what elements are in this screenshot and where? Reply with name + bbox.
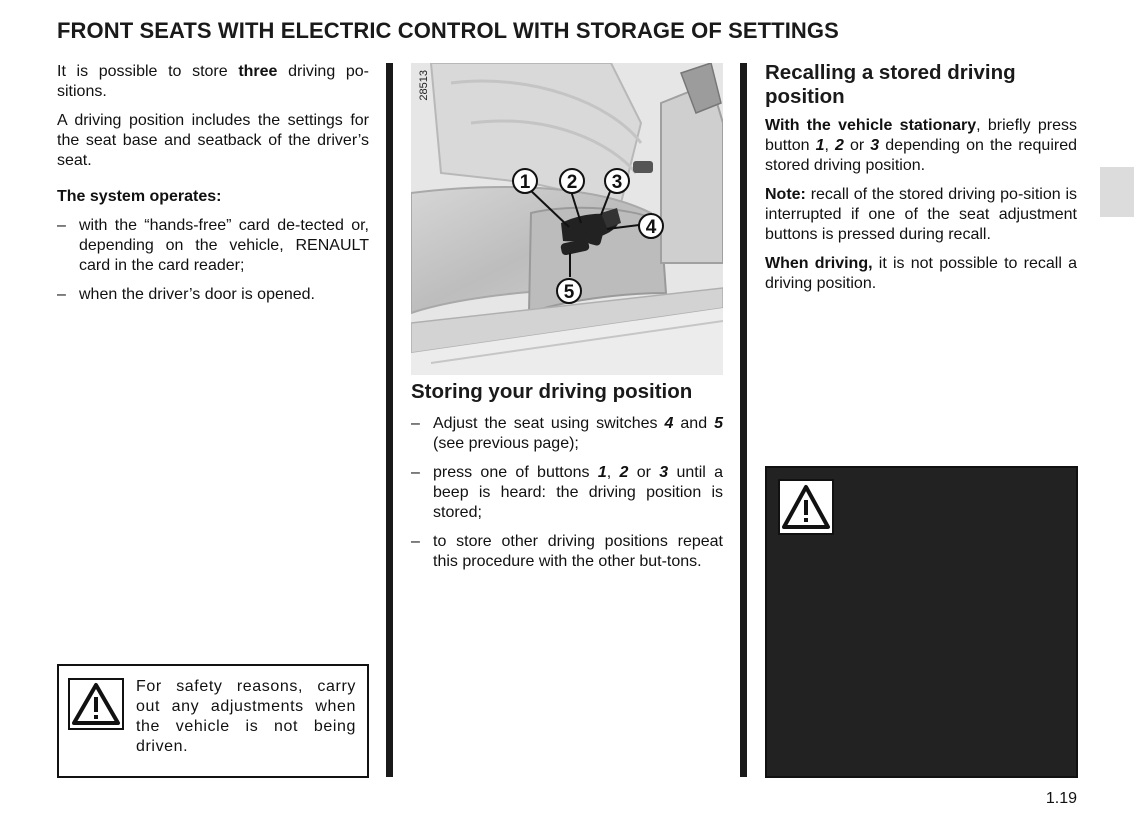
column-divider-right	[740, 63, 747, 777]
seat-drawing	[411, 63, 723, 375]
list-item: – press one of buttons 1, 2 or 3 until a beep is heard: the driving position is stored;	[411, 463, 723, 523]
section-tab-marker	[1100, 167, 1134, 217]
recalling-heading: Recalling a stored driving position	[765, 61, 1016, 108]
list-item: – to store other driving positions repeat this procedure with the other but-tons.	[411, 532, 723, 572]
note-paragraph: Note: recall of the stored driving po-sition is interrupted if one of the seat adjustment buttons is pressed during recall.	[765, 186, 1077, 243]
callout-5	[557, 279, 581, 303]
svg-text:3: 3	[611, 172, 623, 193]
image-reference-code: 28513	[418, 70, 430, 101]
seat-controls-illustration	[411, 63, 723, 375]
middle-column	[411, 380, 723, 572]
svg-text:1: 1	[519, 172, 531, 193]
warning-triangle-icon	[68, 678, 124, 730]
warning-triangle-icon	[778, 479, 834, 535]
right-column	[765, 61, 1077, 294]
list-item: – with the “hands-free” card de-tected or, depending on the vehicle, RENAULT card in the card reader;	[57, 216, 369, 276]
storing-heading: Storing your driving position	[411, 380, 693, 403]
page-title: FRONT SEATS WITH ELECTRIC CONTROL WITH STORAGE OF SETTINGS	[57, 18, 839, 43]
warning-panel	[765, 466, 1078, 778]
column-divider-left	[386, 63, 393, 777]
left-column	[57, 62, 369, 305]
svg-text:4: 4	[645, 217, 657, 238]
intro-paragraph: It is possible to store three driving po-sitions.	[57, 63, 369, 100]
list-item: – when the driver’s door is opened.	[57, 285, 369, 305]
driving-position-paragraph: A driving position includes the settings for the seat base and seatback of the driver’s seat.	[57, 112, 369, 169]
driving-paragraph: When driving, it is not possible to recall a driving position.	[765, 255, 1077, 292]
page-number: 1.19	[1045, 790, 1077, 807]
svg-text:5: 5	[563, 282, 575, 303]
safety-warning-box	[57, 664, 369, 778]
safety-warning-text: For safety reasons, carry out any adjustments when the vehicle is not being driven.	[136, 678, 356, 755]
svg-text:2: 2	[566, 172, 578, 193]
callout-2	[560, 169, 584, 193]
recall-paragraph: With the vehicle stationary, briefly press button 1, 2 or 3 depending on the required stored driving position.	[765, 117, 1077, 174]
callout-1	[513, 169, 537, 193]
callout-3	[605, 169, 629, 193]
list-item: – Adjust the seat using switches 4 and 5 (see previous page);	[411, 414, 723, 454]
callout-4	[639, 214, 663, 238]
system-heading: The system operates:	[57, 188, 222, 205]
